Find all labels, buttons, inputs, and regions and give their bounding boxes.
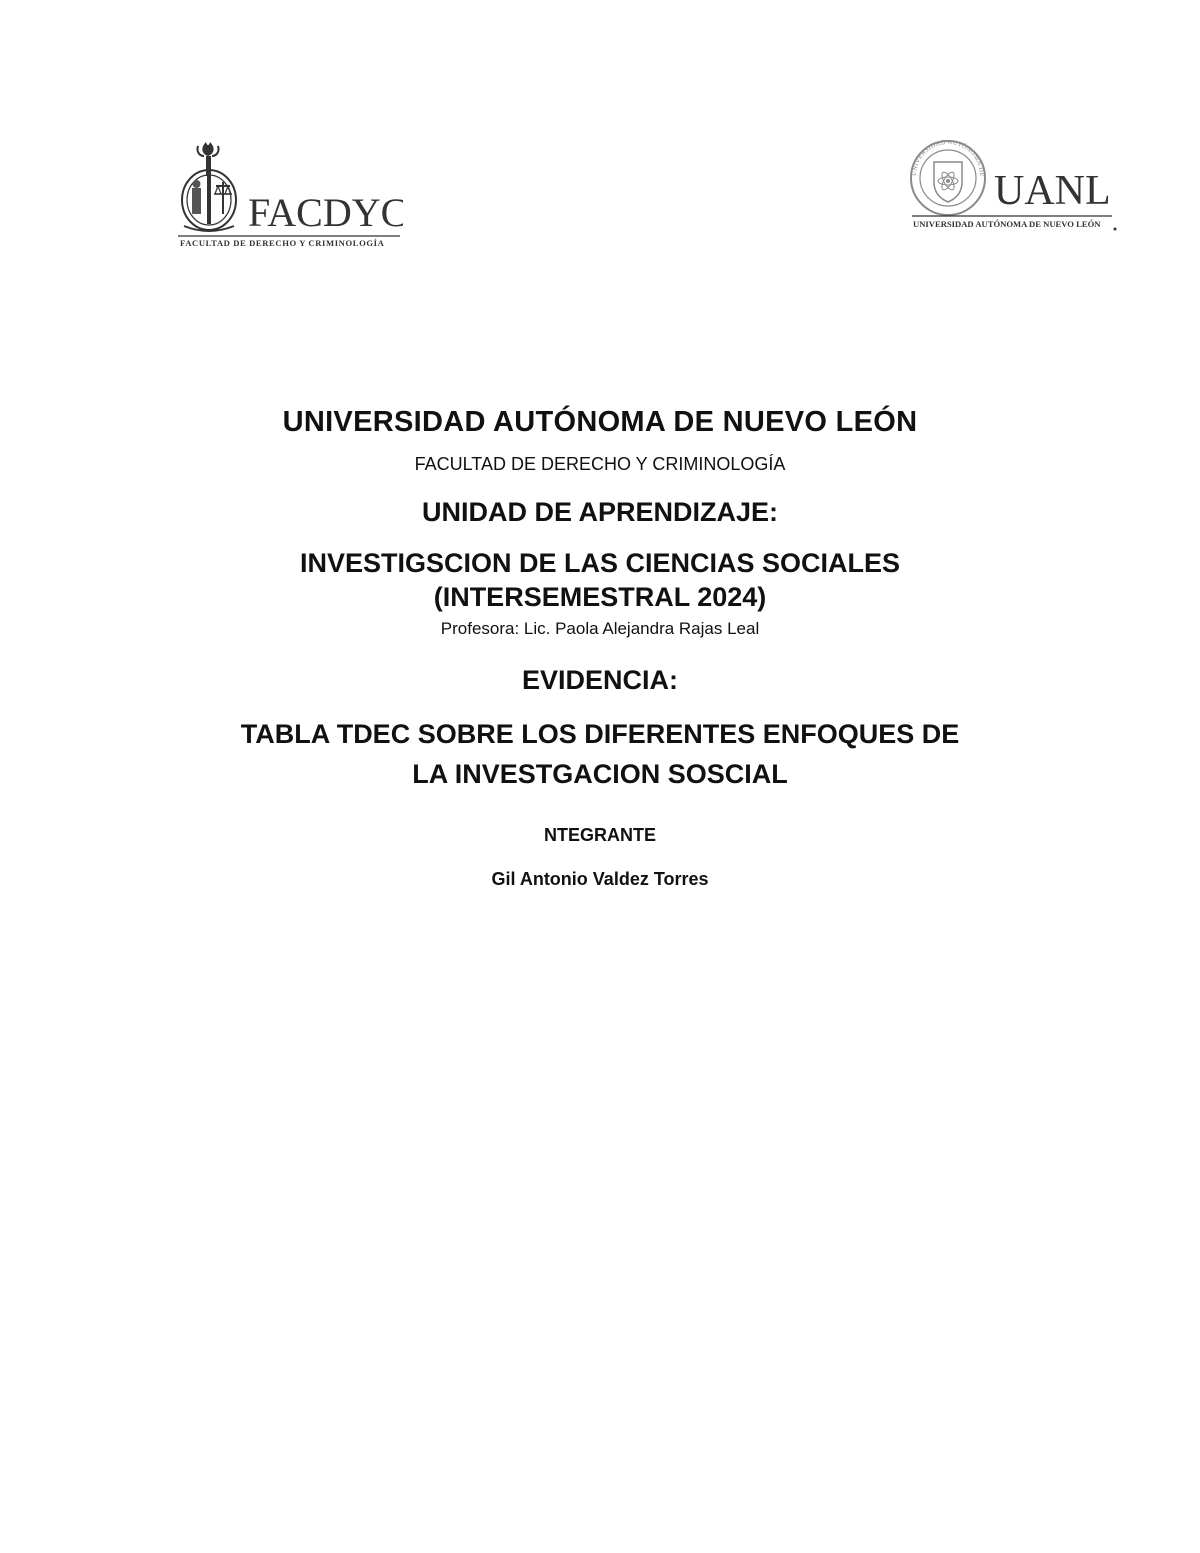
course-title-line-2: (INTERSEMESTRAL 2024) xyxy=(433,582,767,612)
evidence-title-line-2: LA INVESTGACION SOSCIAL xyxy=(412,759,788,789)
facdyc-crest-icon xyxy=(178,138,403,250)
uanl-wordmark: UANL xyxy=(994,168,1111,214)
facdyc-logo xyxy=(178,138,403,250)
evidence-heading: EVIDENCIA: xyxy=(521,665,678,695)
uanl-subtitle: UNIVERSIDAD AUTÓNOMA DE NUEVO LEÓN xyxy=(913,219,1101,229)
facdyc-subtitle: FACULTAD DE DERECHO Y CRIMINOLOGÍA xyxy=(180,238,385,248)
uanl-seal-text: UNIVERSIDAD AUTÓNOMA DE xyxy=(910,138,986,177)
member-name: Gil Antonio Valdez Torres xyxy=(491,869,709,889)
cover-page-text xyxy=(0,400,1200,892)
unit-heading: UNIDAD DE APRENDIZAJE: xyxy=(421,497,779,527)
evidence-title-line-1: TABLA TDEC SOBRE LOS DIFERENTES ENFOQUES DE xyxy=(240,719,960,749)
course-title-line-1: INVESTIGSCION DE LAS CIENCIAS SOCIALES xyxy=(299,548,901,578)
professor-name: Profesora: Lic. Paola Alejandra Rajas Leal xyxy=(440,619,760,638)
svg-text:UNIVERSIDAD AUTÓNOMA DE NUEVO xyxy=(908,134,985,177)
uanl-seal-icon xyxy=(908,134,1118,234)
facdyc-wordmark: FACDYC xyxy=(248,190,403,235)
university-name: UNIVERSIDAD AUTÓNOMA DE NUEVO LEÓN xyxy=(282,406,918,438)
faculty-name: FACULTAD DE DERECHO Y CRIMINOLOGÍA xyxy=(414,454,786,474)
members-heading: NTEGRANTE xyxy=(544,825,656,845)
uanl-logo xyxy=(908,134,1118,234)
